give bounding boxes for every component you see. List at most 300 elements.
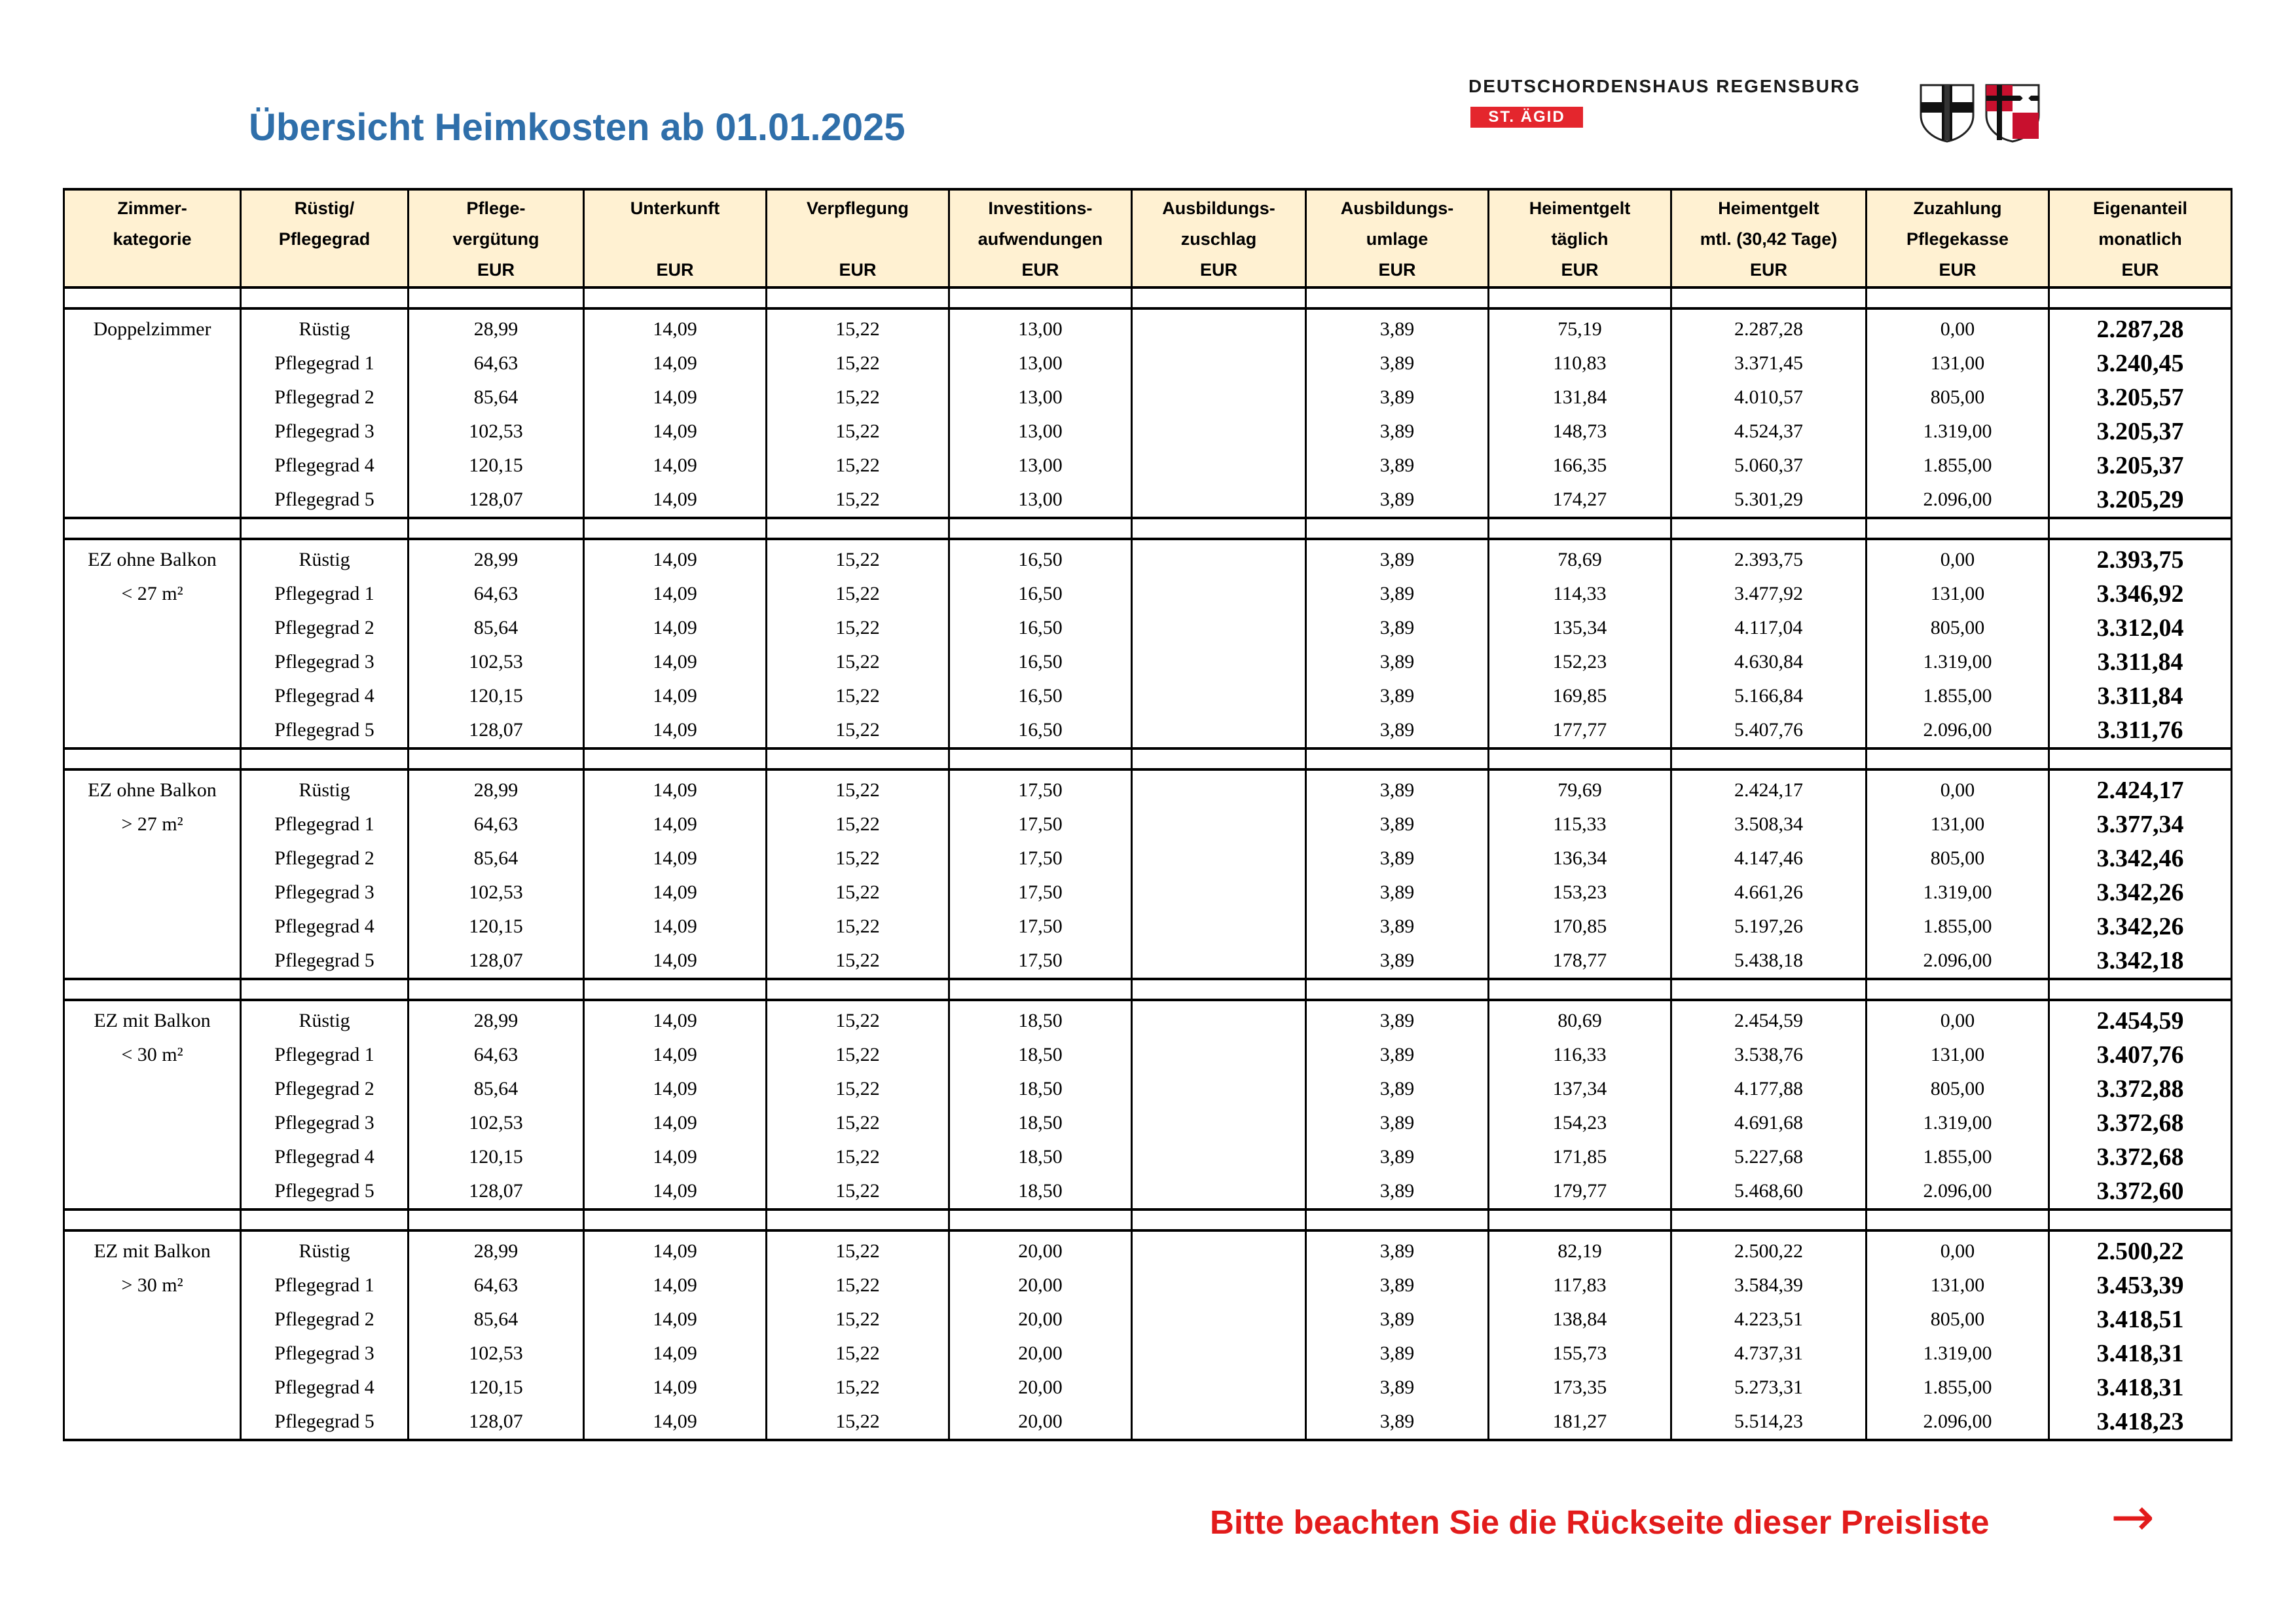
table-cell: 79,69 [1489,769,1671,807]
table-cell: 4.147,46 [1671,841,1867,876]
table-cell: 14,09 [584,539,767,577]
table-cell: 3,89 [1306,449,1489,483]
table-cell: 0,00 [1867,539,2049,577]
table-cell: 14,09 [584,713,767,748]
own-share-cell: 3.311,84 [2049,679,2232,713]
table-cell: 131,84 [1489,380,1671,415]
room-category-cell [64,1302,241,1337]
table-cell: 15,22 [767,713,949,748]
table-cell: 15,22 [767,1140,949,1174]
room-category-cell: Doppelzimmer [64,308,241,346]
table-cell: 16,50 [949,679,1132,713]
own-share-cell: 3.342,46 [2049,841,2232,876]
table-cell: 14,09 [584,1000,767,1038]
table-cell: 3,89 [1306,308,1489,346]
backside-notice: Bitte beachten Sie die Rückseite dieser Preisliste [1210,1504,1990,1541]
table-cell: Pflegegrad 2 [241,1072,409,1106]
table-cell: 18,50 [949,1038,1132,1072]
table-cell: 1.319,00 [1867,876,2049,910]
table-cell: 3.371,45 [1671,346,1867,380]
table-cell [1132,679,1306,713]
column-header-line: Investitions- [988,198,1093,218]
column-header-line: Ausbildungs- [1162,198,1275,218]
table-cell: 4.524,37 [1671,415,1867,449]
column-header-line: Ausbildungs- [1340,198,1454,218]
table-cell: 170,85 [1489,910,1671,944]
column-header [1671,189,1867,287]
column-header-line: Unterkunft [630,198,720,218]
table-cell: 3,89 [1306,1072,1489,1106]
own-share-cell: 2.287,28 [2049,308,2232,346]
column-header-line: täglich [1551,229,1609,249]
table-cell: 2.096,00 [1867,1405,2049,1440]
table-cell: 3,89 [1306,611,1489,645]
table-cell: 138,84 [1489,1302,1671,1337]
column-header-line: umlage [1366,229,1429,249]
column-header-line: vergütung [452,229,539,249]
column-header-line [585,224,765,255]
table-cell [1132,1302,1306,1337]
brand-subtitle: ST. ÄGID [1470,107,1583,128]
column-header-line: Pflegekasse [1906,229,2009,249]
table-cell: 3,89 [1306,1302,1489,1337]
table-cell [1132,645,1306,679]
room-category-cell [64,483,241,518]
room-category-cell [64,1371,241,1405]
table-cell: 14,09 [584,415,767,449]
table-cell: 3,89 [1306,679,1489,713]
table-cell: 4.177,88 [1671,1072,1867,1106]
room-category-cell [64,1337,241,1371]
table-row [64,713,2232,748]
column-header [1132,189,1306,287]
column-header-line: Heimentgelt [1529,198,1631,218]
table-cell: 20,00 [949,1371,1132,1405]
table-cell: 2.096,00 [1867,483,2049,518]
table-cell: 14,09 [584,769,767,807]
column-header-line: monatlich [2098,229,2182,249]
column-header [949,189,1132,287]
table-cell: Rüstig [241,1230,409,1268]
own-share-cell: 3.372,68 [2049,1106,2232,1140]
table-row [64,449,2232,483]
table-cell: 3,89 [1306,1174,1489,1209]
own-share-cell: 3.311,84 [2049,645,2232,679]
table-cell: 64,63 [409,807,584,841]
table-cell: 13,00 [949,483,1132,518]
table-cell: 14,09 [584,1140,767,1174]
table-cell [1132,449,1306,483]
table-cell: 174,27 [1489,483,1671,518]
table-cell: 171,85 [1489,1140,1671,1174]
table-cell: 805,00 [1867,611,2049,645]
column-header [1306,189,1489,287]
table-cell: 128,07 [409,713,584,748]
table-cell: Pflegegrad 3 [241,645,409,679]
table-cell: 20,00 [949,1405,1132,1440]
table-cell: 4.117,04 [1671,611,1867,645]
table-cell: 85,64 [409,1072,584,1106]
table-cell: 178,77 [1489,944,1671,979]
table-cell: 15,22 [767,308,949,346]
table-cell: Pflegegrad 4 [241,679,409,713]
room-category-cell [64,380,241,415]
table-cell: 15,22 [767,449,949,483]
table-cell: 152,23 [1489,645,1671,679]
column-header-line [767,224,948,255]
table-cell: 3,89 [1306,1140,1489,1174]
column-header-line: EUR [1378,260,1416,280]
table-cell: 15,22 [767,539,949,577]
own-share-cell: 3.205,37 [2049,449,2232,483]
table-cell: Pflegegrad 1 [241,1268,409,1302]
table-cell: 5.166,84 [1671,679,1867,713]
own-share-cell: 3.453,39 [2049,1268,2232,1302]
table-cell: 78,69 [1489,539,1671,577]
table-cell: 28,99 [409,308,584,346]
table-cell: 80,69 [1489,1000,1671,1038]
table-cell: 5.438,18 [1671,944,1867,979]
table-cell: 28,99 [409,769,584,807]
table-cell: 102,53 [409,415,584,449]
table-cell: 2.096,00 [1867,713,2049,748]
table-row [64,944,2232,979]
table-row [64,910,2232,944]
column-header-line: Rüstig/ [294,198,355,218]
table-cell: 154,23 [1489,1106,1671,1140]
table-cell: 173,35 [1489,1371,1671,1405]
table-cell: 131,00 [1867,1038,2049,1072]
table-cell: 17,50 [949,944,1132,979]
table-cell [1132,1038,1306,1072]
table-row [64,1038,2232,1072]
table-cell: Pflegegrad 1 [241,346,409,380]
table-cell: 64,63 [409,346,584,380]
own-share-cell: 3.240,45 [2049,346,2232,380]
table-cell: 16,50 [949,713,1132,748]
table-cell [1132,713,1306,748]
table-cell: Pflegegrad 2 [241,841,409,876]
table-cell [1132,611,1306,645]
column-header-line: kategorie [113,229,192,249]
room-category-cell: > 27 m² [64,807,241,841]
table-cell: 179,77 [1489,1174,1671,1209]
table-cell: 15,22 [767,1174,949,1209]
own-share-cell: 3.418,51 [2049,1302,2232,1337]
table-cell: 102,53 [409,876,584,910]
table-row [64,1268,2232,1302]
table-cell: 14,09 [584,1371,767,1405]
table-cell: 5.197,26 [1671,910,1867,944]
table-cell: 5.227,68 [1671,1140,1867,1174]
table-row [64,308,2232,346]
column-header-line: Zuzahlung [1913,198,2002,218]
column-header-line: zuschlag [1180,229,1257,249]
table-cell: 4.661,26 [1671,876,1867,910]
table-row [64,1302,2232,1337]
table-cell: 14,09 [584,308,767,346]
own-share-cell: 3.418,31 [2049,1337,2232,1371]
table-cell [1132,1000,1306,1038]
table-cell: 128,07 [409,1405,584,1440]
table-cell: Pflegegrad 1 [241,807,409,841]
table-cell: 17,50 [949,841,1132,876]
column-header-line: Heimentgelt [1718,198,1819,218]
table-cell: 64,63 [409,577,584,611]
table-cell: 28,99 [409,539,584,577]
table-cell: 28,99 [409,1230,584,1268]
column-header [64,189,241,287]
room-category-cell: > 30 m² [64,1268,241,1302]
table-cell: 1.855,00 [1867,1371,2049,1405]
table-cell: 17,50 [949,910,1132,944]
table-row [64,539,2232,577]
table-cell: Pflegegrad 4 [241,910,409,944]
brand-logo [1468,76,1927,135]
table-cell: 64,63 [409,1038,584,1072]
table-cell: 28,99 [409,1000,584,1038]
room-category-cell [64,1140,241,1174]
table-cell: 3,89 [1306,841,1489,876]
table-cell [1132,539,1306,577]
own-share-cell: 3.372,68 [2049,1140,2232,1174]
table-cell: 13,00 [949,415,1132,449]
table-cell: 5.060,37 [1671,449,1867,483]
room-category-cell [64,415,241,449]
table-cell [1132,1268,1306,1302]
table-cell: 102,53 [409,1106,584,1140]
table-cell: 15,22 [767,1302,949,1337]
column-header-line [65,255,240,286]
table-cell: 1.855,00 [1867,679,2049,713]
room-category-cell [64,1072,241,1106]
table-cell: 14,09 [584,645,767,679]
table-cell: 1.319,00 [1867,645,2049,679]
table-cell: 15,22 [767,910,949,944]
table-cell: 3,89 [1306,769,1489,807]
group-separator [64,748,2232,769]
table-cell: 15,22 [767,346,949,380]
own-share-cell: 3.342,26 [2049,910,2232,944]
table-cell: 15,22 [767,1230,949,1268]
table-cell [1132,577,1306,611]
room-category-cell [64,645,241,679]
table-cell: 5.407,76 [1671,713,1867,748]
table-cell: 15,22 [767,483,949,518]
room-category-cell [64,910,241,944]
table-cell: 3,89 [1306,1371,1489,1405]
table-row [64,1337,2232,1371]
table-cell: 1.319,00 [1867,415,2049,449]
table-cell: Rüstig [241,308,409,346]
own-share-cell: 3.342,18 [2049,944,2232,979]
table-row [64,1371,2232,1405]
table-cell: 805,00 [1867,1072,2049,1106]
table-cell: 3,89 [1306,1405,1489,1440]
table-cell: 166,35 [1489,449,1671,483]
table-header-row [64,189,2232,287]
table-cell: 13,00 [949,346,1132,380]
table-cell: 116,33 [1489,1038,1671,1072]
table-cell: 120,15 [409,910,584,944]
table-cell: 0,00 [1867,1230,2049,1268]
table-cell: Pflegegrad 5 [241,944,409,979]
table-cell: 14,09 [584,1174,767,1209]
table-cell: 2.454,59 [1671,1000,1867,1038]
table-cell: 13,00 [949,449,1132,483]
column-header-line: Pflege- [466,198,526,218]
table-cell: 1.855,00 [1867,910,2049,944]
table-cell: 805,00 [1867,841,2049,876]
table-cell: 75,19 [1489,308,1671,346]
table-cell [1132,1337,1306,1371]
table-cell: 120,15 [409,449,584,483]
own-share-cell: 3.205,57 [2049,380,2232,415]
table-cell [1132,308,1306,346]
group-separator [64,979,2232,1000]
table-cell: 15,22 [767,415,949,449]
table-cell [1132,876,1306,910]
room-category-cell [64,944,241,979]
table-cell: 102,53 [409,1337,584,1371]
column-header-line: Verpflegung [806,198,909,218]
table-cell [1132,769,1306,807]
table-cell: 14,09 [584,910,767,944]
table-cell: Pflegegrad 5 [241,483,409,518]
column-header-line: EUR [839,260,877,280]
own-share-cell: 3.205,37 [2049,415,2232,449]
table-cell: 3,89 [1306,807,1489,841]
coat-of-arms-icon [1918,84,2049,143]
table-cell [1132,1230,1306,1268]
table-cell [1132,841,1306,876]
table-cell: 16,50 [949,539,1132,577]
table-cell: 15,22 [767,876,949,910]
table-cell: 14,09 [584,679,767,713]
table-cell: 16,50 [949,645,1132,679]
table-cell: 148,73 [1489,415,1671,449]
column-header-line: EUR [656,260,694,280]
table-cell: Pflegegrad 3 [241,1106,409,1140]
table-cell: Pflegegrad 2 [241,611,409,645]
table-row [64,807,2232,841]
table-cell: 15,22 [767,807,949,841]
table-cell: 3.477,92 [1671,577,1867,611]
table-cell: 4.630,84 [1671,645,1867,679]
column-header [1867,189,2049,287]
column-header-line: Pflegegrad [278,229,371,249]
table-cell: 117,83 [1489,1268,1671,1302]
column-header [2049,189,2232,287]
room-category-cell [64,679,241,713]
table-cell: 14,09 [584,380,767,415]
room-category-cell [64,713,241,748]
teutonic-cross-shield-icon [1921,85,1973,141]
table-cell: 115,33 [1489,807,1671,841]
table-cell: 14,09 [584,577,767,611]
table-cell: 64,63 [409,1268,584,1302]
table-row [64,1106,2232,1140]
table-cell: 131,00 [1867,807,2049,841]
table-cell: 169,85 [1489,679,1671,713]
table-cell: 2.287,28 [1671,308,1867,346]
table-cell: 4.737,31 [1671,1337,1867,1371]
table-cell: 18,50 [949,1072,1132,1106]
table-cell: 131,00 [1867,346,2049,380]
column-header [241,189,409,287]
own-share-cell: 2.500,22 [2049,1230,2232,1268]
table-cell [1132,483,1306,518]
table-cell: 3,89 [1306,1230,1489,1268]
table-cell: 102,53 [409,645,584,679]
table-cell: 18,50 [949,1140,1132,1174]
room-category-cell [64,346,241,380]
room-category-cell [64,876,241,910]
table-cell: 15,22 [767,611,949,645]
table-cell: 16,50 [949,577,1132,611]
table-cell: 14,09 [584,944,767,979]
room-category-cell: < 27 m² [64,577,241,611]
table-cell: Pflegegrad 2 [241,1302,409,1337]
table-cell: 131,00 [1867,577,2049,611]
table-cell: 15,22 [767,1106,949,1140]
table-cell: 14,09 [584,1072,767,1106]
table-cell: 128,07 [409,944,584,979]
table-cell: 114,33 [1489,577,1671,611]
own-share-cell: 3.372,88 [2049,1072,2232,1106]
table-cell: 14,09 [584,1106,767,1140]
table-cell: 14,09 [584,1268,767,1302]
table-cell: 15,22 [767,645,949,679]
own-share-cell: 3.372,60 [2049,1174,2232,1209]
table-cell: Pflegegrad 5 [241,1174,409,1209]
room-category-cell: < 30 m² [64,1038,241,1072]
table-cell: 3.538,76 [1671,1038,1867,1072]
table-cell: 5.514,23 [1671,1405,1867,1440]
table-row [64,876,2232,910]
table-row [64,380,2232,415]
table-cell: Pflegegrad 1 [241,577,409,611]
table-cell: 15,22 [767,1371,949,1405]
table-cell: 18,50 [949,1000,1132,1038]
table-cell: 3,89 [1306,645,1489,679]
table-cell: Pflegegrad 1 [241,1038,409,1072]
own-share-cell: 3.311,76 [2049,713,2232,748]
table-row [64,415,2232,449]
table-cell: Pflegegrad 4 [241,1371,409,1405]
table-cell: 15,22 [767,1337,949,1371]
table-cell: 128,07 [409,1174,584,1209]
table-cell: 1.319,00 [1867,1106,2049,1140]
table-cell: 181,27 [1489,1405,1671,1440]
table-cell [1132,1072,1306,1106]
group-separator [64,1209,2232,1230]
table-cell: 3,89 [1306,1000,1489,1038]
table-cell: Pflegegrad 5 [241,1405,409,1440]
table-row [64,1140,2232,1174]
table-cell: 14,09 [584,1302,767,1337]
table-cell: 1.855,00 [1867,1140,2049,1174]
table-cell [1132,1371,1306,1405]
room-category-cell [64,1174,241,1209]
table-cell: 14,09 [584,1038,767,1072]
table-cell: 3,89 [1306,1106,1489,1140]
table-cell [1132,346,1306,380]
table-cell: 4.223,51 [1671,1302,1867,1337]
table-cell: 3,89 [1306,346,1489,380]
table-cell [1132,944,1306,979]
table-cell [1132,415,1306,449]
